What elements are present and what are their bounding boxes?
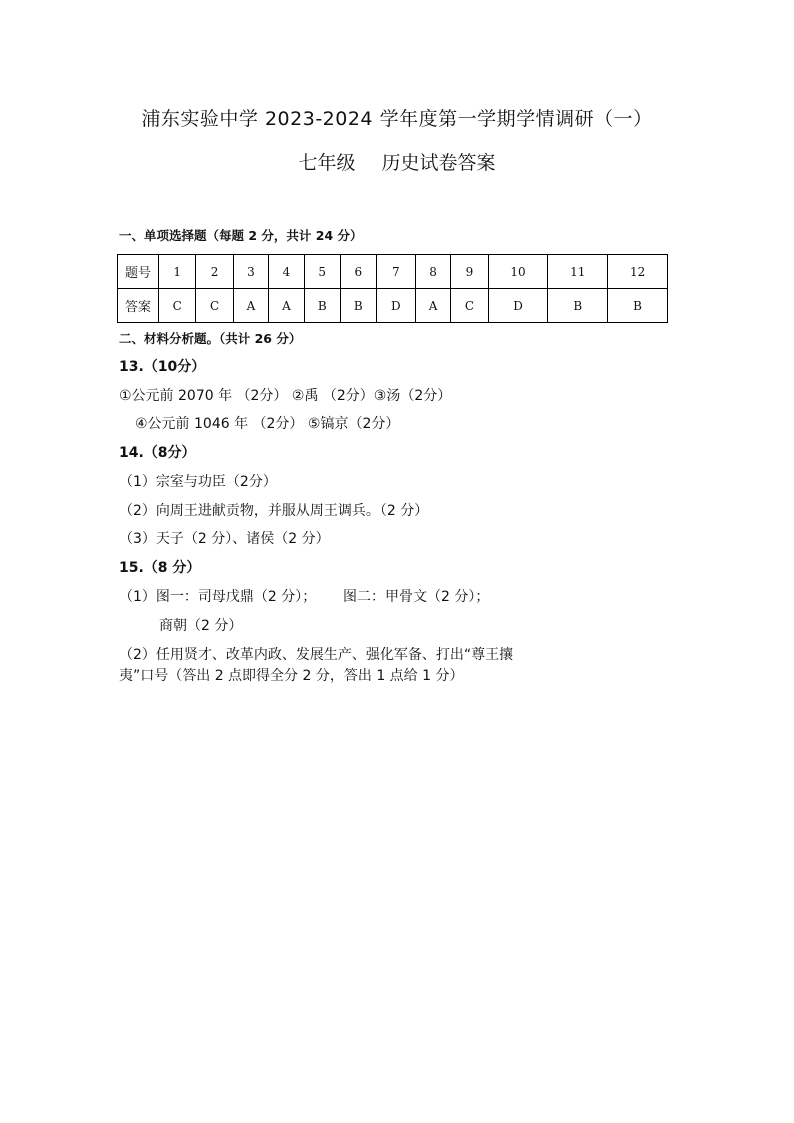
answer-cell: C [159,289,196,323]
answer-cell: D [376,289,415,323]
grade-label: 七年级 [298,152,356,174]
question-number-cell: 3 [233,255,268,289]
row-label-number: 题号 [118,255,159,289]
question-number-cell: 4 [269,255,304,289]
exam-subtitle [0,148,794,175]
answer-cell: C [451,289,488,323]
answer-cell: B [304,289,340,323]
answer-cell: A [269,289,304,323]
answer-cell: D [488,289,548,323]
q14-answer-line2: （2）向周王进献贡物，并服从周王调兵。（2 分） [119,503,429,519]
question-number-cell: 7 [376,255,415,289]
question-number-cell: 11 [548,255,608,289]
subject-label: 历史试卷答案 [381,152,496,174]
q15-answer-line1: （1）图一：司母戊鼎（2 分）； 图二：甲骨文（2 分）； [119,589,490,605]
answer-cell: A [233,289,268,323]
answer-cell: B [340,289,376,323]
q14-answer-line1: （1）宗室与功臣（2分） [119,474,277,490]
q15-answer-line4: 夷”口号（答出 2 点即得全分 2 分，答出 1 点给 1 分） [119,668,464,684]
q13-answer-line2: ④公元前 1046 年 （2分） ⑤镐京（2分） [135,416,400,432]
question-number-cell: 9 [451,255,488,289]
answer-table [117,254,668,323]
q13-heading: 13.（10分） [119,359,206,375]
answer-cell: B [548,289,608,323]
q15-answer-line3: （2）任用贤才、改革内政、发展生产、强化军备、打出“尊王攘 [119,647,514,663]
question-number-cell: 2 [196,255,233,289]
question-number-cell: 6 [340,255,376,289]
section2-heading: 二、材料分析题。（共计 26 分） [119,331,302,346]
question-number-cell: 10 [488,255,548,289]
answer-cell: C [196,289,233,323]
q15-heading: 15.（8 分） [119,560,201,576]
q14-heading: 14.（8分） [119,445,196,461]
answer-cell: B [608,289,668,323]
q14-answer-line3: （3）天子（2 分）、诸侯（2 分） [119,531,330,547]
question-number-cell: 1 [159,255,196,289]
q13-answer-line1: ①公元前 2070 年 （2分） ②禹 （2分）③汤（2分） [119,388,452,404]
section1-heading: 一、单项选择题（每题 2 分，共计 24 分） [119,228,363,243]
question-number-row [118,255,668,289]
exam-title: 浦东实验中学 2023-2024 学年度第一学期学情调研（一） [141,108,653,130]
q15-answer-line2: 商朝（2 分） [159,618,243,634]
answer-cell: A [415,289,450,323]
row-label-answer: 答案 [118,289,159,323]
question-number-cell: 8 [415,255,450,289]
question-number-cell: 12 [608,255,668,289]
question-number-cell: 5 [304,255,340,289]
answer-row [118,289,668,323]
